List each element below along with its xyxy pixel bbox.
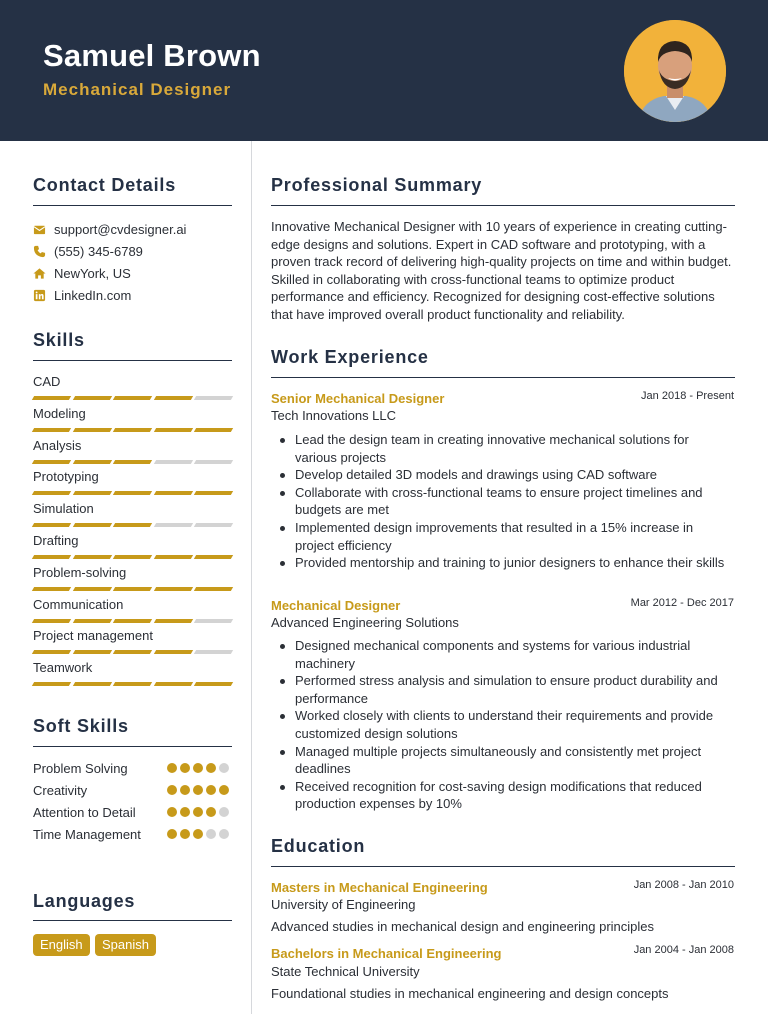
- skill-level-segment: [194, 460, 233, 464]
- skill-level-segment: [113, 555, 152, 559]
- skill-level-bar: [33, 428, 232, 433]
- candidate-name: Samuel Brown: [43, 38, 261, 73]
- list-item: Designed mechanical components and systems for various industrial machinery: [279, 637, 734, 672]
- soft-skill-name: Creativity: [33, 783, 88, 798]
- skill-level-segment: [32, 619, 71, 623]
- experience-heading-rule: [271, 377, 735, 378]
- skill-level-segment: [72, 428, 111, 432]
- job-bullets: [279, 637, 734, 813]
- degree-date: Jan 2004 - Jan 2008: [633, 944, 734, 956]
- soft-skill-name: Problem Solving: [33, 761, 128, 776]
- list-item: Received recognition for cost-saving design modifications that reduced production expenses by 10%: [279, 778, 734, 813]
- header: [0, 0, 768, 141]
- avatar: [624, 20, 726, 122]
- contact-linkedin[interactable]: [33, 288, 131, 303]
- skill-level-segment: [72, 523, 111, 527]
- list-item: Performed stress analysis and simulation to ensure product durability and performance: [279, 672, 734, 707]
- candidate-title: Mechanical Designer: [43, 80, 232, 99]
- language-badge: Spanish: [95, 934, 156, 956]
- skill-level-segment: [32, 587, 71, 591]
- skill-level-bar: [33, 460, 232, 465]
- contact-email: [33, 222, 186, 237]
- list-item: Managed multiple projects simultaneously and consistently met project deadlines: [279, 743, 734, 778]
- skill-level-segment: [194, 650, 233, 654]
- skill-level-segment: [113, 396, 152, 400]
- experience-heading: Work Experience: [271, 347, 429, 367]
- rating-dot: [180, 807, 190, 817]
- rating-dot: [180, 829, 190, 839]
- contact-location-text: NewYork, US: [54, 266, 131, 281]
- skill-level-segment: [32, 396, 71, 400]
- rating-dot: [180, 763, 190, 773]
- skill-level-segment: [113, 587, 152, 591]
- skill-level-segment: [113, 460, 152, 464]
- soft-skill-name: Time Management: [33, 827, 141, 842]
- contact-location: [33, 266, 131, 281]
- skill-level-segment: [32, 682, 71, 686]
- soft-skills-heading-rule: [33, 746, 232, 747]
- rating-dot: [219, 763, 229, 773]
- skill-level-segment: [154, 555, 193, 559]
- job-title: Mechanical Designer: [271, 598, 401, 613]
- contact-heading: Contact Details: [33, 175, 177, 195]
- languages-heading: Languages: [33, 891, 136, 911]
- skill-level-segment: [72, 555, 111, 559]
- rating-dot: [193, 807, 203, 817]
- rating-dot: [206, 829, 216, 839]
- job-company: Tech Innovations LLC: [271, 408, 397, 423]
- summary-heading-rule: [271, 205, 735, 206]
- skill-level-segment: [154, 650, 193, 654]
- skill-level-segment: [154, 491, 193, 495]
- skill-level-segment: [194, 523, 233, 527]
- skill-level-segment: [72, 460, 111, 464]
- degree-description: Foundational studies in mechanical engineering and design concepts: [271, 986, 669, 1001]
- skill-level-segment: [113, 682, 152, 686]
- soft-skill-rating: [167, 807, 229, 817]
- skill-level-bar: [33, 682, 232, 687]
- skill-level-segment: [113, 650, 152, 654]
- degree-title: Masters in Mechanical Engineering: [271, 880, 488, 895]
- rating-dot: [180, 785, 190, 795]
- rating-dot: [167, 763, 177, 773]
- skill-level-segment: [32, 460, 71, 464]
- rating-dot: [206, 763, 216, 773]
- skill-name: Teamwork: [33, 660, 93, 676]
- skill-level-segment: [154, 460, 193, 464]
- skill-level-segment: [72, 650, 111, 654]
- skill-level-segment: [113, 491, 152, 495]
- skill-level-segment: [32, 523, 71, 527]
- summary-heading: Professional Summary: [271, 175, 483, 195]
- skill-name: CAD: [33, 374, 61, 389]
- skill-level-segment: [154, 619, 193, 623]
- home-icon: [33, 267, 46, 280]
- rating-dot: [206, 807, 216, 817]
- profile-photo: [624, 20, 726, 122]
- languages-heading-rule: [33, 920, 232, 921]
- skill-level-segment: [72, 491, 111, 495]
- rating-dot: [167, 807, 177, 817]
- list-item: Provided mentorship and training to junior designers to enhance their skills: [279, 554, 734, 572]
- job-bullets: [279, 431, 734, 572]
- rating-dot: [193, 785, 203, 795]
- contact-phone: [33, 244, 143, 259]
- skill-name: Prototyping: [33, 469, 99, 485]
- job-date: Jan 2018 - Present: [641, 390, 734, 402]
- phone-icon: [33, 245, 46, 258]
- soft-skill-rating: [167, 829, 229, 839]
- skill-level-bar: [33, 555, 232, 560]
- skill-level-segment: [194, 682, 233, 686]
- skill-level-segment: [32, 650, 71, 654]
- skill-level-bar: [33, 396, 232, 401]
- skill-name: Communication: [33, 596, 124, 612]
- skill-level-segment: [194, 428, 233, 432]
- skill-level-segment: [32, 555, 71, 559]
- rating-dot: [219, 785, 229, 795]
- language-badge: English: [33, 934, 90, 956]
- rating-dot: [167, 829, 177, 839]
- skill-level-bar: [33, 619, 232, 624]
- skill-level-segment: [72, 619, 111, 623]
- skill-level-segment: [72, 396, 111, 400]
- school-name: University of Engineering: [271, 897, 416, 912]
- skill-level-segment: [154, 396, 193, 400]
- rating-dot: [219, 829, 229, 839]
- job-title: Senior Mechanical Designer: [271, 391, 445, 406]
- skill-level-segment: [113, 619, 152, 623]
- skill-level-segment: [113, 428, 152, 432]
- skill-name: Simulation: [33, 501, 94, 517]
- skill-name: Drafting: [33, 533, 79, 548]
- skill-level-segment: [32, 491, 71, 495]
- contact-linkedin-text: LinkedIn.com: [54, 288, 132, 303]
- job-date: Mar 2012 - Dec 2017: [630, 597, 734, 609]
- skill-level-bar: [33, 587, 232, 592]
- soft-skill-name: Attention to Detail: [33, 805, 136, 820]
- education-heading: Education: [271, 836, 366, 856]
- skill-level-segment: [32, 428, 71, 432]
- skill-level-segment: [72, 682, 111, 686]
- summary-text: Innovative Mechanical Designer with 10 years of experience in creating cutting-edge designs and solutions. Expert in CAD software and prototyping, with a proven track record of delivering high-quality projects on time and within budget. Skilled in collaborating with cross-functional teams to optimize product performance and efficiency. Recognized for designing cost-effective solutions that have improved overall product functionality and reliability.: [271, 219, 732, 322]
- job-company: Advanced Engineering Solutions: [271, 615, 459, 630]
- rating-dot: [193, 829, 203, 839]
- soft-skills-heading: Soft Skills: [33, 716, 129, 736]
- list-item: Lead the design team in creating innovative mechanical solutions for various projects: [279, 431, 734, 466]
- degree-title: Bachelors in Mechanical Engineering: [271, 946, 502, 961]
- contact-heading-rule: [33, 205, 232, 206]
- skill-level-segment: [194, 555, 233, 559]
- skill-level-segment: [194, 619, 233, 623]
- skill-level-segment: [154, 587, 193, 591]
- skill-level-segment: [113, 523, 152, 527]
- list-item: Worked closely with clients to understand their requirements and provide customized design solutions: [279, 707, 734, 742]
- skill-name: Modeling: [33, 405, 86, 421]
- rating-dot: [167, 785, 177, 795]
- rating-dot: [219, 807, 229, 817]
- list-item: Implemented design improvements that resulted in a 15% increase in project efficiency: [279, 519, 734, 554]
- skill-level-bar: [33, 523, 232, 528]
- skill-level-segment: [194, 491, 233, 495]
- skill-level-segment: [194, 396, 233, 400]
- skill-name: Analysis: [33, 437, 82, 453]
- degree-date: Jan 2008 - Jan 2010: [633, 879, 734, 891]
- contact-phone-text: (555) 345-6789: [54, 244, 143, 259]
- skill-name: Project management: [33, 628, 153, 644]
- linkedin-icon: [33, 289, 46, 302]
- soft-skill-rating: [167, 763, 229, 773]
- skills-heading: Skills: [33, 330, 85, 350]
- skill-level-segment: [154, 428, 193, 432]
- envelope-icon: [33, 223, 46, 236]
- list-item: Collaborate with cross-functional teams to ensure project timelines and budgets are met: [279, 484, 734, 519]
- rating-dot: [206, 785, 216, 795]
- list-item: Develop detailed 3D models and drawings using CAD software: [279, 466, 734, 484]
- degree-description: Advanced studies in mechanical design and engineering principles: [271, 919, 655, 934]
- soft-skill-rating: [167, 785, 229, 795]
- skill-level-segment: [154, 682, 193, 686]
- skill-level-segment: [72, 587, 111, 591]
- rating-dot: [193, 763, 203, 773]
- skill-level-segment: [154, 523, 193, 527]
- skill-level-segment: [194, 587, 233, 591]
- skill-name: Problem-solving: [33, 564, 127, 580]
- skill-level-bar: [33, 650, 232, 655]
- column-divider: [251, 141, 252, 1014]
- skills-heading-rule: [33, 360, 232, 361]
- education-heading-rule: [271, 866, 735, 867]
- school-name: State Technical University: [271, 964, 420, 979]
- skill-level-bar: [33, 491, 232, 496]
- contact-email-text: support@cvdesigner.ai: [54, 222, 187, 237]
